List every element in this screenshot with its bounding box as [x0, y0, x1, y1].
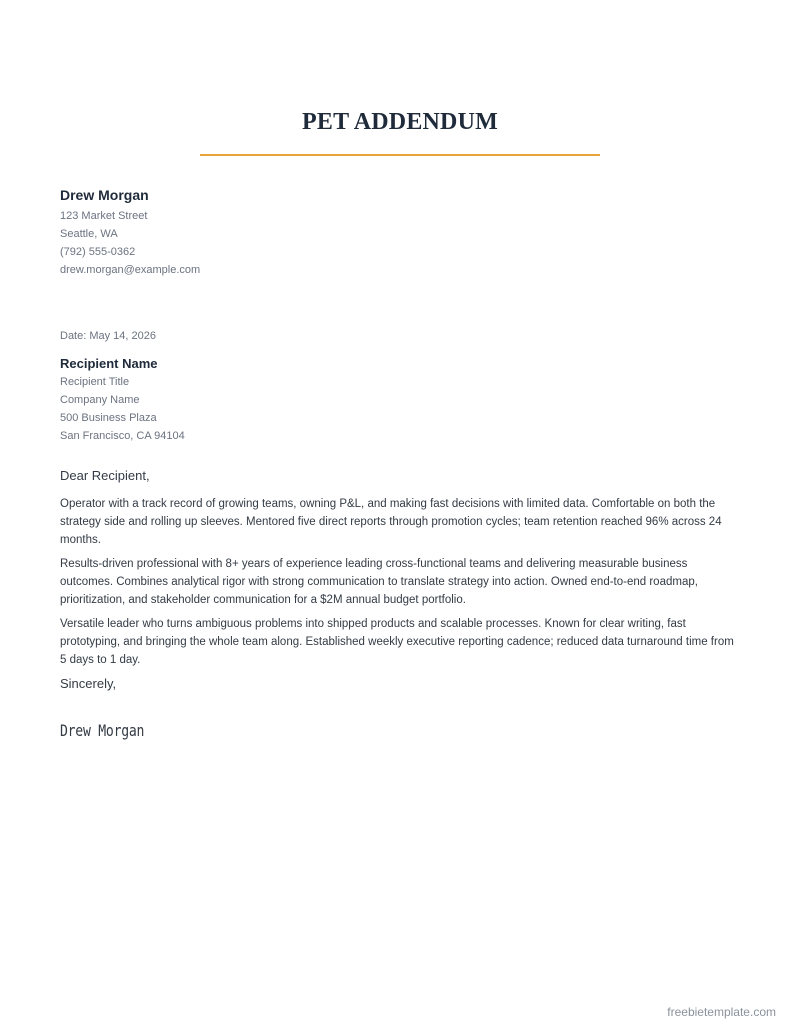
recipient-title: Recipient Title — [60, 376, 130, 388]
sender-name: Drew Morgan — [60, 187, 149, 203]
title-divider — [200, 154, 600, 156]
letter-closing: Sincerely, — [60, 676, 117, 691]
sender-block — [60, 186, 200, 279]
letter-body — [60, 495, 740, 675]
body-paragraph: Results-driven professional with 8+ years of experience leading cross-functional teams and delivering measurable business outcomes. Combines analytical rigor with strong communication to translate strategy into action. Owned end-to-end roadmap, prioritization, and stakeholder communication for a $2M annual budget portfolio. — [60, 558, 698, 606]
body-paragraph: Operator with a track record of growing teams, owning P&L, and making fast decisions with limited data. Comfortable on both the strategy side and rolling up sleeves. Mentored five direct reports through promotion cycles; team retention reached 96% across 24 months. — [60, 498, 722, 546]
sender-street: 123 Market Street — [60, 210, 148, 222]
recipient-block — [60, 355, 185, 445]
letter-date: Date: May 14, 2026 — [60, 330, 157, 342]
recipient-name: Recipient Name — [60, 356, 158, 371]
sender-email: drew.morgan@example.com — [60, 264, 201, 276]
sender-phone: (792) 555-0362 — [60, 246, 136, 258]
signature: Drew Morgan — [60, 721, 145, 740]
recipient-company: Company Name — [60, 394, 140, 406]
letter-greeting: Dear Recipient, — [60, 468, 150, 483]
recipient-street: 500 Business Plaza — [60, 412, 157, 424]
document-title: PET ADDENDUM — [302, 109, 498, 135]
recipient-city: San Francisco, CA 94104 — [60, 430, 185, 442]
body-paragraph: Versatile leader who turns ambiguous problems into shipped products and scalable processes. Known for clear writing, fast prototyping, and bringing the whole team along. Established weekly executive reporting cadence; reduced data turnaround time from 5 days to 1 day. — [60, 618, 734, 666]
watermark-text: freebietemplate.com — [667, 1005, 776, 1019]
sender-city: Seattle, WA — [60, 228, 118, 240]
